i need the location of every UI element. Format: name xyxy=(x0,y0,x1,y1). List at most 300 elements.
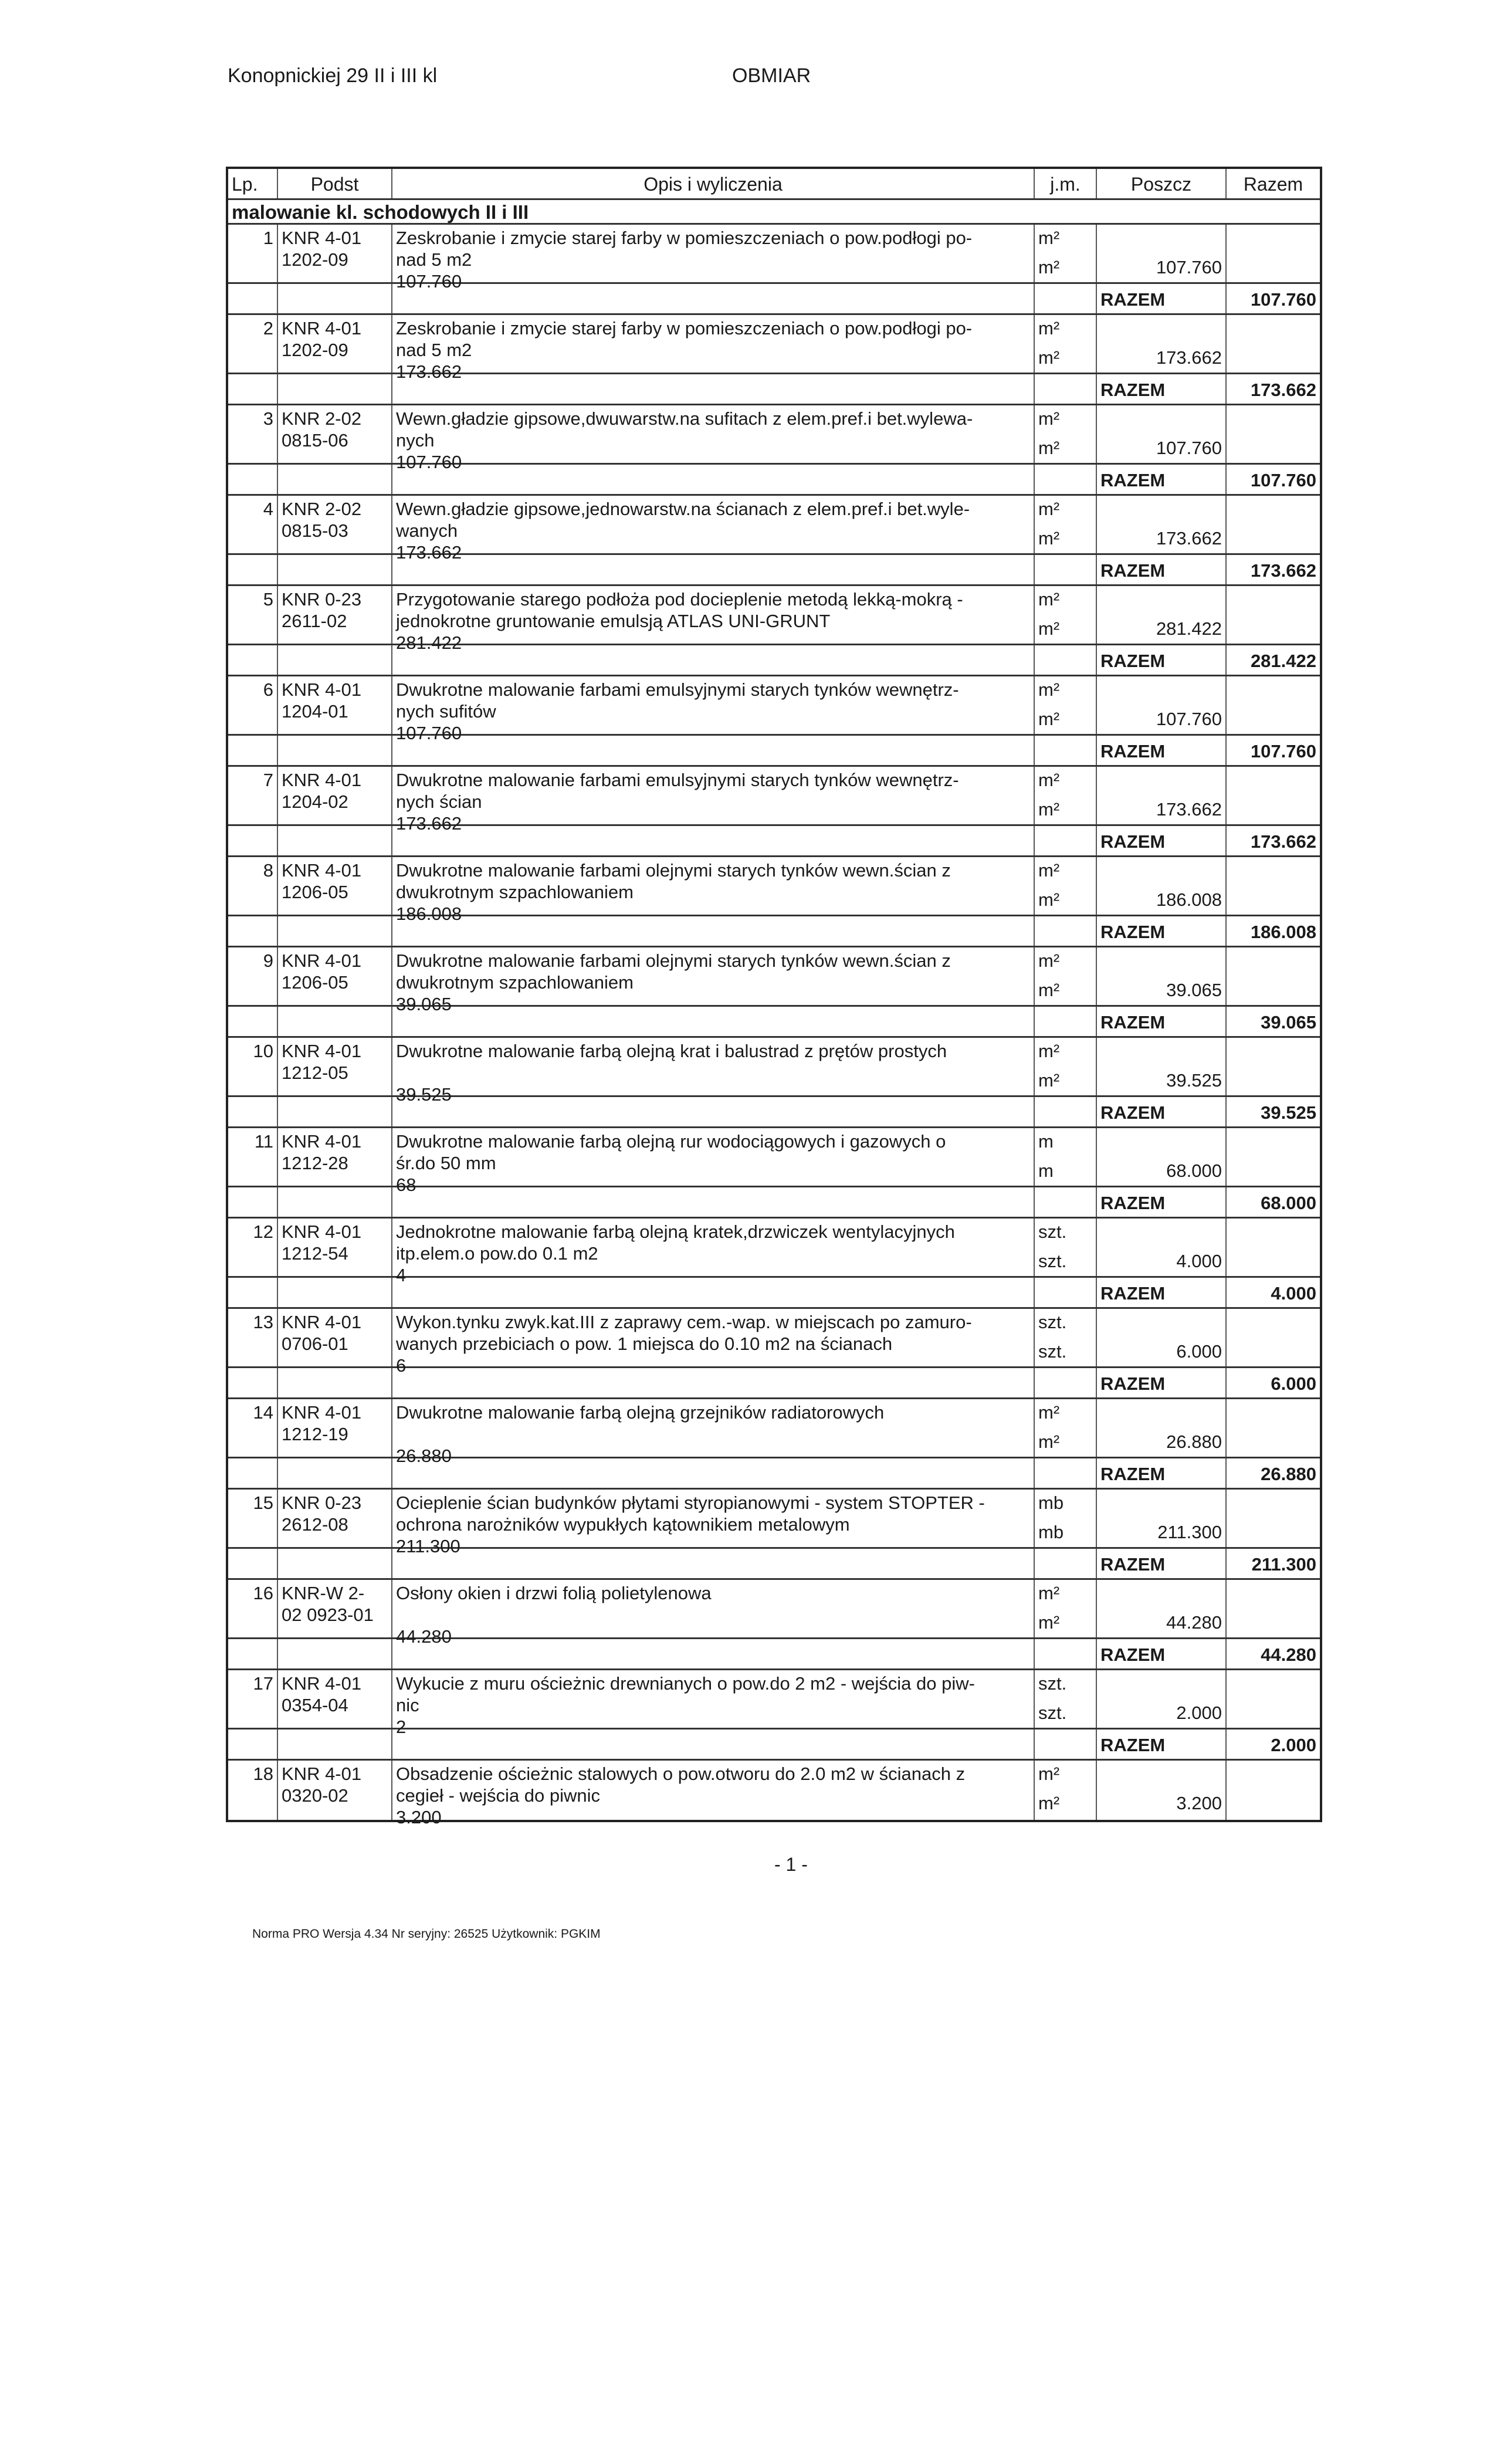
description-line: nych sufitów xyxy=(396,701,496,722)
unit: m² xyxy=(1038,438,1060,458)
item-description xyxy=(392,1761,1035,1827)
unit: m² xyxy=(1038,1764,1060,1784)
subtotal-label: RAZEM xyxy=(1097,645,1227,675)
unit: m² xyxy=(1038,889,1060,910)
calculation: 211.300 xyxy=(396,1536,460,1556)
table-row xyxy=(228,225,1320,292)
item-basis xyxy=(278,1128,392,1186)
subtotal-row xyxy=(228,374,1320,405)
item-number: 9 xyxy=(228,947,278,1005)
calculation: 173.662 xyxy=(396,813,462,834)
subtotal-value: 107.760 xyxy=(1250,741,1316,761)
item-total-cell xyxy=(1227,1670,1320,1728)
empty-cell xyxy=(1035,916,1097,946)
description-line: Dwukrotne malowanie farbami olejnymi starych tynków wewn.ścian z xyxy=(396,860,951,881)
item-total-cell xyxy=(1227,857,1320,915)
partial-value: 2.000 xyxy=(1176,1703,1222,1723)
subtotal-value: 186.008 xyxy=(1250,922,1316,942)
description-line: Wykon.tynku zwyk.kat.III z zaprawy cem.-wap. w miejscach po zamuro- xyxy=(396,1312,972,1332)
subtotal-row xyxy=(228,1729,1320,1761)
description-line: Dwukrotne malowanie farbami emulsyjnymi starych tynków wewnętrz- xyxy=(396,679,959,700)
subtotal-row xyxy=(228,736,1320,767)
basis-line: KNR 4-01 xyxy=(282,1221,362,1242)
item-number: 3 xyxy=(228,405,278,463)
unit: m xyxy=(1038,1131,1054,1152)
item-description xyxy=(392,315,1035,382)
unit: szt. xyxy=(1038,1673,1067,1694)
item-unit xyxy=(1035,1399,1097,1457)
description-line xyxy=(396,1062,1030,1084)
page-number: - 1 - xyxy=(774,1854,808,1875)
subtotal-value: 4.000 xyxy=(1271,1283,1316,1304)
item-partial xyxy=(1097,1761,1227,1820)
unit: m² xyxy=(1038,347,1060,368)
basis-line: KNR 4-01 xyxy=(282,1764,362,1784)
empty-cell xyxy=(1035,1278,1097,1307)
description-line: Ocieplenie ścian budynków płytami styropianowymi - system STOPTER - xyxy=(396,1492,985,1513)
subtotal-row xyxy=(228,284,1320,315)
header-address: Konopnickiej 29 II i III kl xyxy=(228,65,438,87)
empty-cell xyxy=(392,736,1035,765)
empty-cell xyxy=(392,1187,1035,1217)
item-description xyxy=(392,405,1035,472)
description-line xyxy=(396,1604,1030,1626)
empty-cell xyxy=(278,465,392,494)
calculation: 39.065 xyxy=(396,994,452,1014)
empty-cell xyxy=(392,916,1035,946)
calculation: 39.525 xyxy=(396,1084,452,1105)
basis-line: 1212-28 xyxy=(282,1153,348,1173)
basis-line: KNR 4-01 xyxy=(282,1131,362,1152)
table-row xyxy=(228,1399,1320,1466)
subtotal-value: 26.880 xyxy=(1261,1464,1316,1484)
column-header-opis: Opis i wyliczenia xyxy=(392,169,1035,198)
subtotal-value: 39.065 xyxy=(1261,1012,1316,1033)
item-basis xyxy=(278,1038,392,1095)
calculation: 186.008 xyxy=(396,903,462,924)
description-line: Dwukrotne malowanie farbą olejną rur wodociągowych i gazowych o xyxy=(396,1131,946,1152)
basis-line: 0320-02 xyxy=(282,1785,348,1806)
unit: m² xyxy=(1038,679,1060,700)
item-partial xyxy=(1097,947,1227,1005)
empty-cell xyxy=(1035,1639,1097,1668)
basis-line: KNR 0-23 xyxy=(282,589,362,610)
subtotal-label: RAZEM xyxy=(1097,1639,1227,1668)
calculation: 173.662 xyxy=(396,361,462,382)
unit: m² xyxy=(1038,980,1060,1000)
calculation: 26.880 xyxy=(396,1446,452,1466)
basis-line: KNR 4-01 xyxy=(282,1312,362,1332)
description-line: nych ścian xyxy=(396,791,482,812)
item-basis xyxy=(278,767,392,824)
empty-cell xyxy=(278,555,392,584)
item-description xyxy=(392,676,1035,743)
subtotal-row xyxy=(228,555,1320,586)
subtotal-row xyxy=(228,1187,1320,1219)
calculation: 107.760 xyxy=(396,723,462,743)
unit: m² xyxy=(1038,799,1060,820)
basis-line: KNR 2-02 xyxy=(282,408,362,429)
calculation: 3.200 xyxy=(396,1807,442,1827)
description-line: dwukrotnym szpachlowaniem xyxy=(396,972,634,993)
empty-cell xyxy=(1035,1007,1097,1036)
empty-cell xyxy=(392,1007,1035,1036)
description-line: ochrona narożników wypukłych kątownikiem metalowym xyxy=(396,1514,850,1535)
item-description xyxy=(392,1399,1035,1466)
item-description xyxy=(392,947,1035,1014)
description-line: nych xyxy=(396,430,435,451)
unit: m² xyxy=(1038,1612,1060,1633)
subtotal-value: 68.000 xyxy=(1261,1193,1316,1213)
empty-cell xyxy=(228,1639,278,1668)
empty-cell xyxy=(278,284,392,313)
section-title: malowanie kl. schodowych II i III xyxy=(228,200,1320,225)
description-line: Dwukrotne malowanie farbą olejną krat i balustrad z prętów prostych xyxy=(396,1041,947,1061)
empty-cell xyxy=(392,1729,1035,1759)
empty-cell xyxy=(278,1458,392,1488)
partial-value: 44.280 xyxy=(1166,1612,1222,1633)
basis-line: KNR 4-01 xyxy=(282,1041,362,1061)
item-description xyxy=(392,1128,1035,1195)
description-line: wanych xyxy=(396,520,458,541)
table-row xyxy=(228,676,1320,743)
empty-cell xyxy=(1035,374,1097,404)
basis-line: KNR 2-02 xyxy=(282,499,362,519)
item-description xyxy=(392,1490,1035,1556)
basis-line: KNR 4-01 xyxy=(282,679,362,700)
item-basis xyxy=(278,1309,392,1366)
basis-line: 2611-02 xyxy=(282,611,347,631)
partial-value: 107.760 xyxy=(1156,257,1222,277)
item-basis xyxy=(278,1670,392,1728)
empty-cell xyxy=(392,1639,1035,1668)
subtotal-label: RAZEM xyxy=(1097,465,1227,494)
empty-cell xyxy=(392,374,1035,404)
item-basis xyxy=(278,676,392,734)
unit: m² xyxy=(1038,1041,1060,1061)
description-line: itp.elem.o pow.do 0.1 m2 xyxy=(396,1243,598,1264)
empty-cell xyxy=(1035,826,1097,855)
empty-cell xyxy=(228,1187,278,1217)
unit: m² xyxy=(1038,1793,1060,1813)
basis-line: 1204-02 xyxy=(282,791,348,812)
subtotal-value: 107.760 xyxy=(1250,289,1316,310)
item-basis xyxy=(278,405,392,463)
empty-cell xyxy=(228,1097,278,1126)
item-total-cell xyxy=(1227,586,1320,644)
item-number: 15 xyxy=(228,1490,278,1547)
basis-line: 02 0923-01 xyxy=(282,1605,374,1625)
partial-value: 39.525 xyxy=(1166,1070,1222,1091)
empty-cell xyxy=(278,1729,392,1759)
description-line: nad 5 m2 xyxy=(396,340,472,360)
item-total-cell xyxy=(1227,1399,1320,1457)
item-basis xyxy=(278,496,392,553)
table-row xyxy=(228,1490,1320,1556)
empty-cell xyxy=(392,1368,1035,1397)
item-number: 8 xyxy=(228,857,278,915)
table-row xyxy=(228,1309,1320,1376)
empty-cell xyxy=(228,1278,278,1307)
partial-value: 39.065 xyxy=(1166,980,1222,1000)
subtotal-value: 173.662 xyxy=(1250,560,1316,581)
item-total-cell xyxy=(1227,676,1320,734)
empty-cell xyxy=(228,555,278,584)
empty-cell xyxy=(228,374,278,404)
item-basis xyxy=(278,586,392,644)
unit: m² xyxy=(1038,499,1060,519)
partial-value: 173.662 xyxy=(1156,347,1222,368)
item-number: 6 xyxy=(228,676,278,734)
empty-cell xyxy=(278,1639,392,1668)
empty-cell xyxy=(1035,1549,1097,1578)
empty-cell xyxy=(228,1549,278,1578)
item-basis xyxy=(278,1580,392,1637)
basis-line: 0815-03 xyxy=(282,520,348,541)
table-row xyxy=(228,857,1320,924)
basis-line: KNR 4-01 xyxy=(282,950,362,971)
item-unit xyxy=(1035,1761,1097,1820)
item-total-cell xyxy=(1227,1761,1320,1820)
basis-line: 0815-06 xyxy=(282,430,348,451)
basis-line: 2612-08 xyxy=(282,1514,348,1535)
item-description xyxy=(392,1038,1035,1105)
partial-value: 211.300 xyxy=(1157,1522,1222,1542)
basis-line: 1202-09 xyxy=(282,340,348,360)
empty-cell xyxy=(392,1097,1035,1126)
subtotal-value: 211.300 xyxy=(1251,1554,1316,1575)
basis-line: 1212-54 xyxy=(282,1243,348,1264)
partial-value: 107.760 xyxy=(1156,709,1222,729)
empty-cell xyxy=(278,1097,392,1126)
column-header-jm: j.m. xyxy=(1035,169,1097,198)
subtotal-label: RAZEM xyxy=(1097,916,1227,946)
table-row xyxy=(228,1670,1320,1737)
calculation: 44.280 xyxy=(396,1626,452,1647)
item-number: 10 xyxy=(228,1038,278,1095)
empty-cell xyxy=(392,1549,1035,1578)
partial-value: 26.880 xyxy=(1166,1431,1222,1452)
unit: m² xyxy=(1038,770,1060,790)
unit: szt. xyxy=(1038,1251,1067,1271)
empty-cell xyxy=(278,374,392,404)
empty-cell xyxy=(1035,1729,1097,1759)
item-unit xyxy=(1035,496,1097,553)
empty-cell xyxy=(278,916,392,946)
basis-line: 0354-04 xyxy=(282,1695,348,1715)
description-line: Obsadzenie ościeżnic stalowych o pow.otworu do 2.0 m2 w ścianach z xyxy=(396,1764,966,1784)
basis-line: 1212-19 xyxy=(282,1424,348,1444)
subtotal-row xyxy=(228,1007,1320,1038)
description-line: cegieł - wejścia do piwnic xyxy=(396,1785,601,1806)
item-number: 2 xyxy=(228,315,278,373)
item-unit xyxy=(1035,1670,1097,1728)
unit: m² xyxy=(1038,618,1060,639)
table-row xyxy=(228,1761,1320,1827)
description-line xyxy=(396,1423,1030,1445)
unit: mb xyxy=(1038,1522,1064,1542)
subtotal-label: RAZEM xyxy=(1097,1187,1227,1217)
empty-cell xyxy=(228,1368,278,1397)
empty-cell xyxy=(228,916,278,946)
description-line: Jednokrotne malowanie farbą olejną kratek,drzwiczek wentylacyjnych xyxy=(396,1221,955,1242)
unit: m² xyxy=(1038,950,1060,971)
empty-cell xyxy=(1035,555,1097,584)
partial-value: 68.000 xyxy=(1166,1160,1222,1181)
partial-value: 3.200 xyxy=(1176,1793,1222,1813)
description-line: śr.do 50 mm xyxy=(396,1153,496,1173)
item-number: 13 xyxy=(228,1309,278,1366)
item-total-cell xyxy=(1227,947,1320,1005)
subtotal-label: RAZEM xyxy=(1097,736,1227,765)
table-row xyxy=(228,1580,1320,1647)
item-partial xyxy=(1097,1670,1227,1728)
description-line: jednokrotne gruntowanie emulsją ATLAS UNI-GRUNT xyxy=(396,611,831,631)
description-line: Dwukrotne malowanie farbą olejną grzejników radiatorowych xyxy=(396,1402,885,1423)
item-description xyxy=(392,1670,1035,1737)
unit: m² xyxy=(1038,528,1060,549)
empty-cell xyxy=(392,1458,1035,1488)
empty-cell xyxy=(1035,1187,1097,1217)
subtotal-value: 2.000 xyxy=(1271,1735,1316,1755)
item-total-cell xyxy=(1227,1490,1320,1547)
column-header-poszcz: Poszcz xyxy=(1097,169,1227,198)
empty-cell xyxy=(1035,465,1097,494)
basis-line: KNR 4-01 xyxy=(282,770,362,790)
empty-cell xyxy=(278,1278,392,1307)
subtotal-label: RAZEM xyxy=(1097,1549,1227,1578)
basis-line: KNR 4-01 xyxy=(282,860,362,881)
subtotal-label: RAZEM xyxy=(1097,1278,1227,1307)
partial-value: 107.760 xyxy=(1156,438,1222,458)
subtotal-row xyxy=(228,645,1320,676)
item-partial xyxy=(1097,315,1227,373)
item-total-cell xyxy=(1227,1128,1320,1186)
item-basis xyxy=(278,1219,392,1276)
partial-value: 281.422 xyxy=(1156,618,1222,639)
table-row xyxy=(228,1038,1320,1105)
description-line: Dwukrotne malowanie farbami emulsyjnymi starych tynków wewnętrz- xyxy=(396,770,959,790)
subtotal-row xyxy=(228,1097,1320,1128)
description-line: nad 5 m2 xyxy=(396,249,472,270)
item-partial xyxy=(1097,1038,1227,1095)
item-description xyxy=(392,1580,1035,1647)
subtotal-label: RAZEM xyxy=(1097,1368,1227,1397)
calculation: 107.760 xyxy=(396,271,462,292)
item-unit xyxy=(1035,947,1097,1005)
subtotal-row xyxy=(228,826,1320,857)
subtotal-value: 281.422 xyxy=(1250,651,1316,671)
empty-cell xyxy=(392,1278,1035,1307)
unit: szt. xyxy=(1038,1703,1067,1723)
basis-line: 1202-09 xyxy=(282,249,348,270)
description-line: nic xyxy=(396,1695,419,1715)
basis-line: KNR-W 2- xyxy=(282,1583,365,1603)
item-partial xyxy=(1097,767,1227,824)
subtotal-label: RAZEM xyxy=(1097,555,1227,584)
item-unit xyxy=(1035,225,1097,282)
empty-cell xyxy=(392,645,1035,675)
item-partial xyxy=(1097,1580,1227,1637)
item-basis xyxy=(278,225,392,282)
item-unit xyxy=(1035,1128,1097,1186)
table-row xyxy=(228,586,1320,653)
subtotal-row xyxy=(228,1549,1320,1580)
empty-cell xyxy=(228,465,278,494)
item-description xyxy=(392,857,1035,924)
partial-value: 173.662 xyxy=(1156,528,1222,549)
subtotal-row xyxy=(228,465,1320,496)
empty-cell xyxy=(392,284,1035,313)
item-description xyxy=(392,1219,1035,1285)
item-unit xyxy=(1035,676,1097,734)
description-line: Zeskrobanie i zmycie starej farby w pomieszczeniach o pow.podłogi po- xyxy=(396,318,973,339)
table-row xyxy=(228,1219,1320,1285)
item-partial xyxy=(1097,586,1227,644)
item-partial xyxy=(1097,857,1227,915)
basis-line: KNR 0-23 xyxy=(282,1492,362,1513)
unit: mb xyxy=(1038,1492,1064,1513)
partial-value: 186.008 xyxy=(1156,889,1222,910)
empty-cell xyxy=(1035,1097,1097,1126)
calculation: 4 xyxy=(396,1265,407,1285)
description-line: Wewn.gładzie gipsowe,dwuwarstw.na sufitach z elem.pref.i bet.wylewa- xyxy=(396,408,973,429)
item-number: 18 xyxy=(228,1761,278,1820)
unit: m² xyxy=(1038,589,1060,610)
unit: m² xyxy=(1038,257,1060,277)
unit: szt. xyxy=(1038,1312,1067,1332)
basis-line: 0706-01 xyxy=(282,1333,348,1354)
subtotal-label: RAZEM xyxy=(1097,374,1227,404)
unit: m² xyxy=(1038,860,1060,881)
basis-line: 1206-05 xyxy=(282,972,348,993)
calculation: 6 xyxy=(396,1355,407,1376)
description-line: Osłony okien i drzwi folią polietylenowa xyxy=(396,1583,712,1603)
empty-cell xyxy=(228,1458,278,1488)
description-line: dwukrotnym szpachlowaniem xyxy=(396,882,634,902)
empty-cell xyxy=(1035,284,1097,313)
empty-cell xyxy=(278,1007,392,1036)
item-unit xyxy=(1035,1219,1097,1276)
item-number: 5 xyxy=(228,586,278,644)
item-unit xyxy=(1035,1038,1097,1095)
subtotal-row xyxy=(228,1458,1320,1490)
subtotal-row xyxy=(228,1368,1320,1399)
basis-line: KNR 4-01 xyxy=(282,228,362,248)
subtotal-label: RAZEM xyxy=(1097,1097,1227,1126)
item-partial xyxy=(1097,676,1227,734)
item-partial xyxy=(1097,405,1227,463)
unit: m² xyxy=(1038,1431,1060,1452)
column-header-razem: Razem xyxy=(1243,174,1303,195)
empty-cell xyxy=(228,1007,278,1036)
description-line: wanych przebiciach o pow. 1 miejsca do 0.10 m2 na ścianach xyxy=(396,1333,893,1354)
item-total-cell xyxy=(1227,1038,1320,1095)
item-basis xyxy=(278,1761,392,1820)
empty-cell xyxy=(392,465,1035,494)
unit: szt. xyxy=(1038,1341,1067,1362)
item-basis xyxy=(278,1399,392,1457)
item-number: 16 xyxy=(228,1580,278,1637)
table-row xyxy=(228,1128,1320,1195)
item-unit xyxy=(1035,1309,1097,1366)
item-total-cell xyxy=(1227,315,1320,373)
description-line: Zeskrobanie i zmycie starej farby w pomieszczeniach o pow.podłogi po- xyxy=(396,228,973,248)
calculation: 107.760 xyxy=(396,452,462,472)
item-unit xyxy=(1035,315,1097,373)
item-partial xyxy=(1097,1490,1227,1547)
item-number: 4 xyxy=(228,496,278,553)
